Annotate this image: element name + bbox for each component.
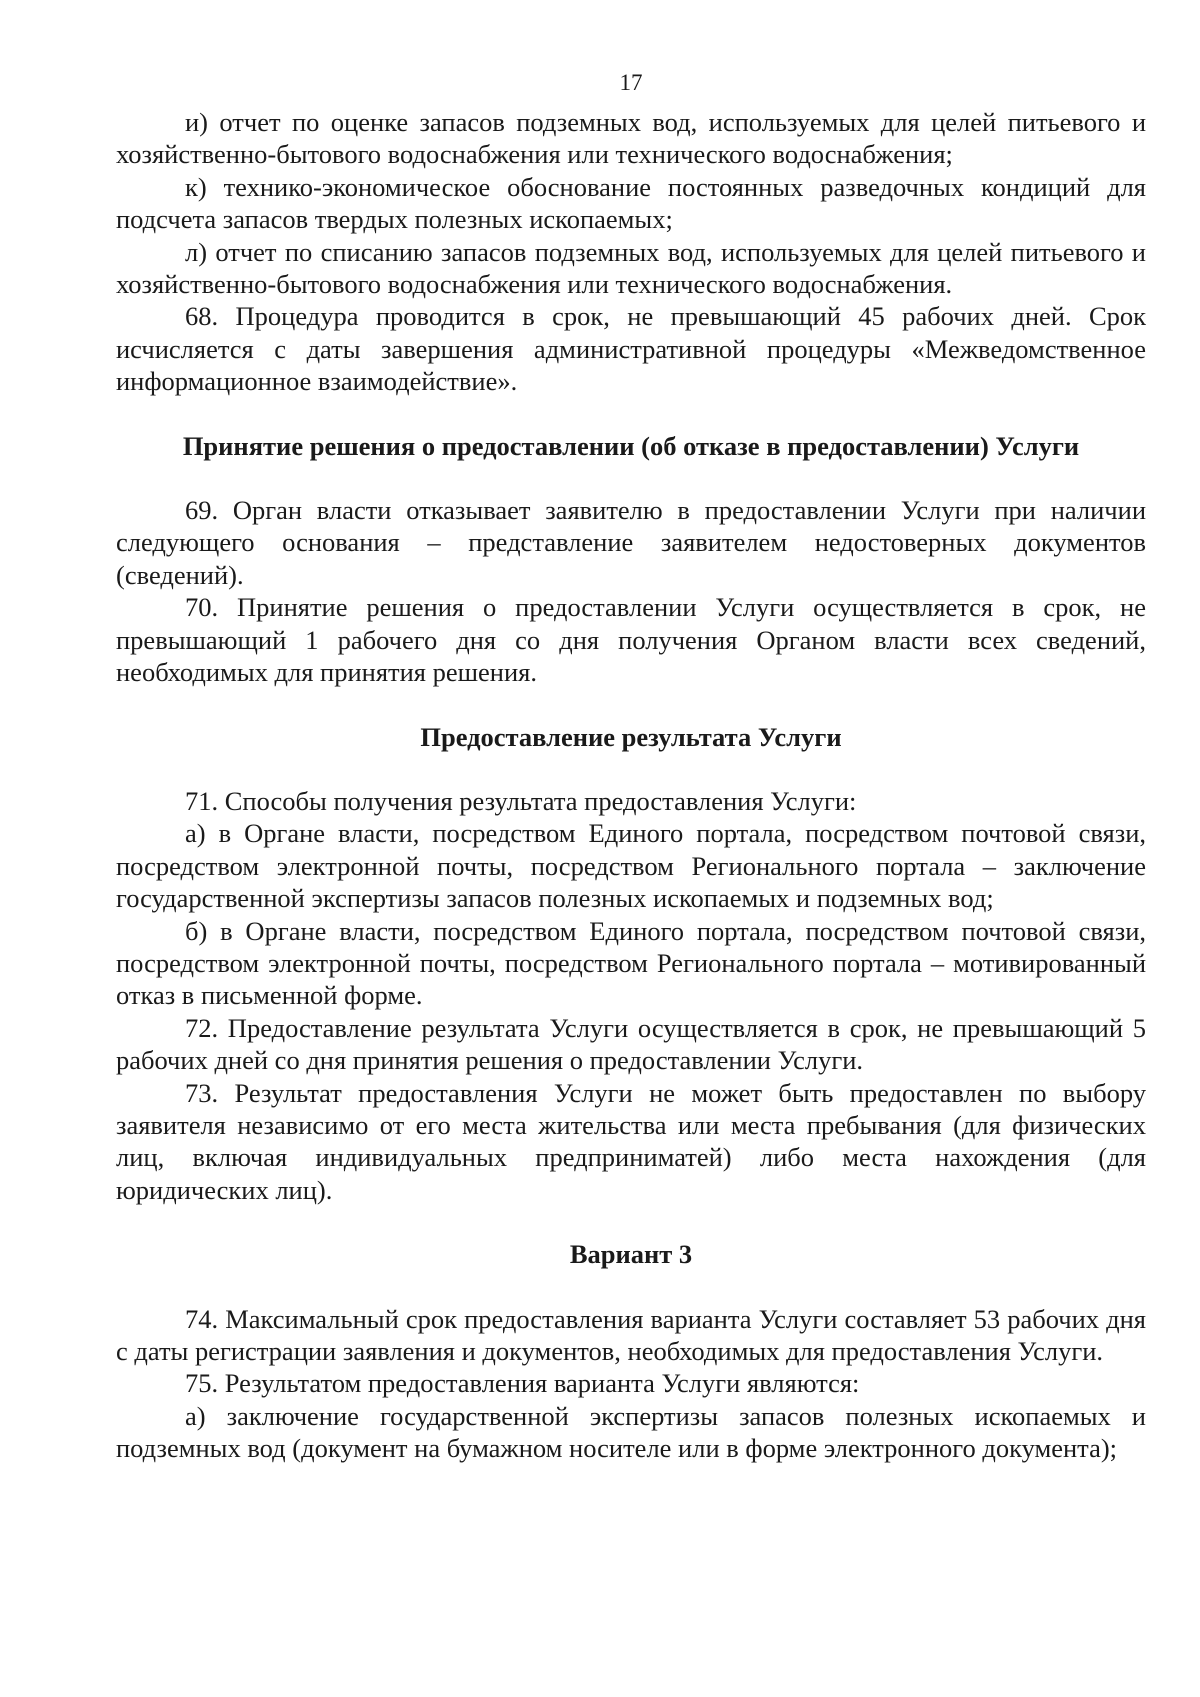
- paragraph-69: 69. Орган власти отказывает заявителю в предоставлении Услуги при наличии следующего основания – представление заявителем недостоверных документов (сведений).: [116, 495, 1146, 590]
- paragraph-73: 73. Результат предоставления Услуги не может быть предоставлен по выбору заявителя независимо от его места жительства или места пребывания (для физических лиц, включая индивидуальных предприниматей) либо места нахождения (для юридических лиц).: [116, 1077, 1146, 1205]
- document-page: [116, 68, 1146, 1465]
- paragraph-71: 71. Способы получения результата предоставления Услуги:: [185, 785, 857, 816]
- page-number: 17: [619, 70, 643, 95]
- paragraph-75: 75. Результатом предоставления варианта Услуги являются:: [185, 1368, 860, 1399]
- section-heading-variant-3: Вариант 3: [569, 1239, 693, 1270]
- paragraph-item-k: к) технико-экономическое обоснование постоянных разведочных кондиций для подсчета запасов твердых полезных ископаемых;: [116, 171, 1146, 235]
- paragraph-70: 70. Принятие решения о предоставлении Услуги осуществляется в срок, не превышающий 1 рабочего дня со дня получения Органом власти всех сведений, необходимых для принятия решения.: [116, 592, 1146, 688]
- section-heading-result: Предоставление результата Услуги: [420, 721, 842, 752]
- paragraph-72: 72. Предоставление результата Услуги осуществляется в срок, не превышающий 5 рабочих дней со дня принятия решения о предоставлении Услуги.: [116, 1012, 1146, 1076]
- paragraph-item-l: л) отчет по списанию запасов подземных вод, используемых для целей питьевого и хозяйственно-бытового водоснабжения или технического водоснабжения.: [116, 236, 1146, 300]
- paragraph-71-b: б) в Органе власти, посредством Единого портала, посредством почтовой связи, посредством электронной почты, посредством Регионального портала – мотивированный отказ в письменной форме.: [116, 915, 1146, 1011]
- section-heading-decision: Принятие решения о предоставлении (об отказе в предоставлении) Услуги: [182, 430, 1080, 461]
- paragraph-item-i: и) отчет по оценке запасов подземных вод, используемых для целей питьевого и хозяйственно-бытового водоснабжения или технического водоснабжения;: [116, 107, 1146, 170]
- paragraph-71-a: а) в Органе власти, посредством Единого портала, посредством почтовой связи, посредством электронной почты, посредством Регионального портала – заключение государственной экспертизы запасов полезных ископаемых и подземных вод;: [116, 818, 1146, 914]
- paragraph-68: 68. Процедура проводится в срок, не превышающий 45 рабочих дней. Срок исчисляется с даты завершения административной процедуры «Межведомственное информационное взаимодействие».: [116, 301, 1146, 397]
- paragraph-74: 74. Максимальный срок предоставления варианта Услуги составляет 53 рабочих дня с даты регистрации заявления и документов, необходимых для предоставления Услуги.: [116, 1303, 1146, 1366]
- paragraph-75-a: а) заключение государственной экспертизы запасов полезных ископаемых и подземных вод (документ на бумажном носителе или в форме электронного документа);: [116, 1400, 1146, 1464]
